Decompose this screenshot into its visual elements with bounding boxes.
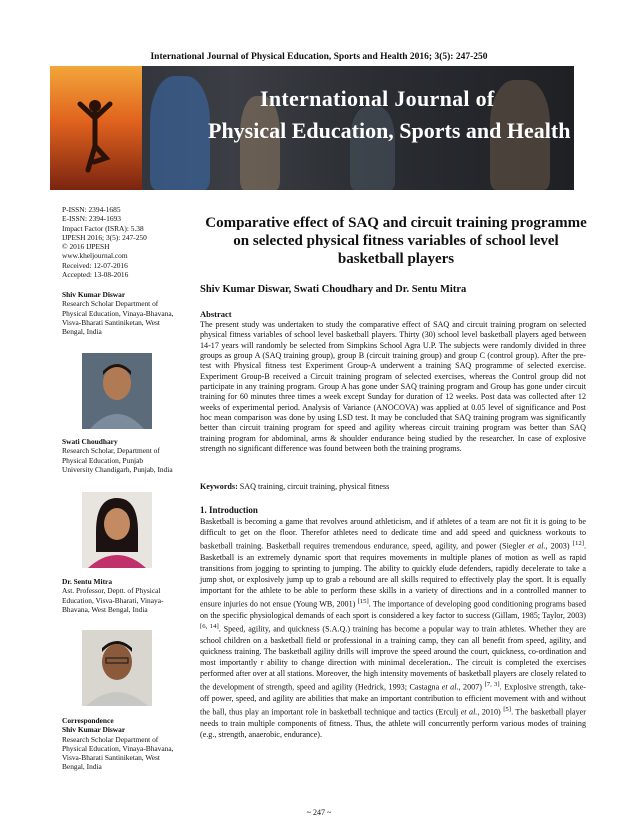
author-photo [82,492,152,568]
keywords [200,482,586,491]
copyright: © 2016 IJPESH [62,242,110,252]
website: www.kheljournal.com [62,251,128,261]
author-affiliation [62,437,174,474]
correspondence [62,716,174,772]
abstract-heading: Abstract [200,309,232,319]
accepted-date: Accepted: 13-08-2016 [62,270,129,280]
abstract-text: The present study was undertaken to study the comparative effect of SAQ and circuit training program on selected physical fitness variables of school level basketball players. Thirty (30) school level basketball players aged between 14-17 years will randomly be selected from Simpkins School Agra U.P. The subjects were randomly divided in three groups as group A (SAQ training group), group B (circuit training group) and group C (control group). After the pre-test with Physical fitness test Experiment Group-A underwent a training SAQ programme of selected exercise. Experiment Group-B received a Circuit training program of selected exercises, whereas the Control group did not participate in any training program. Group A has gone under SAQ training program and Group has gone under circuit training for 60 minutes three times a week except Sunday for duration of 12 weeks. Post data was collected after 12 weeks of experimental period. Analysis of Variance (ANOCOVA) was applied at 0.05 level of significance and Post hoc mean comparison was done by using LSD test. It may be concluded that SAQ training program was significantly better than circuit training program for speed and agility whereas circuit training program was better than SAQ training program for abdominal, arms & shoulder endurance being studied by the researcher. In case of explosive strength no significant difference was found between both the training programs. [200,320,586,454]
e-issn: E-ISSN: 2394-1693 [62,214,121,224]
author-affiliation-text: Research Scholar Department of Physical Education, Vinaya-Bhavana, Visva-Bharati Santiniketan, West Bengal, India [62,299,174,337]
correspondence-affiliation: Research Scholar Department of Physical Education, Vinaya-Bhavana, Visva-Bharati Santiniketan, West Bengal, India [62,734,174,772]
author-affiliation [62,290,174,336]
p-issn: P-ISSN: 2394-1685 [62,205,121,214]
impact-factor: Impact Factor (ISRA): 5.38 [62,223,144,233]
author-affiliation-text: Research Scholar, Department of Physical Education, Punjab University Chandigarh, Punjab, India [62,446,173,474]
received-date: Received: 12-07-2016 [62,260,128,270]
journal-banner [50,66,574,190]
correspondence-label: Correspondence [62,716,114,725]
paper-title: Comparative effect of SAQ and circuit training programme on selected physical fitness variables of school level basketball players [205,215,587,267]
page-number: ~ 247 ~ [306,808,332,817]
paper-authors: Shiv Kumar Diswar, Swati Choudhary and Dr. Sentu Mitra [200,284,467,295]
yoga-silhouette-icon [50,66,142,190]
banner-sunset-image [50,66,142,190]
author-photo [82,630,152,706]
banner-player-image [150,76,210,190]
citation: IJPESH 2016; 3(5): 247-250 [62,232,147,242]
banner-title-line1: International Journal of [260,86,495,111]
author-affiliation-text: Ast. Professor, Deptt. of Physical Education, Visva-Bharati, Vinaya-Bhavana, West Bengal, India [62,586,164,614]
introduction-text: Basketball is becoming a game that revolves around athleticism, and if athletes of a team are not fit it is going to be difficult to get on the floor. Therefor athletes need to dedicate time and add speed and quickness workouts to basketball training. Basketball requires tremendous endurance, speed, agility, and power (Siegler et al., 2003) [12]. Basketball is an extremely dynamic sport that requires movements in multiple planes of motion as well as rapid transitions from jogging to sprinting to jumping. The ability to quickly elude defenders, rapidly decelerate to take a jump shot, or explosively jump up to grab a rebound are all skills required to effectively play the sport. It is equally important for the athlete to be able to perform these skills in a variety of directions and in a controlled manner to ensure injuries do not ensue (Young WB, 2001) [15]. The importance of developing good conditioning programs based on the specific physiological demands of each sport is considered a key factor to success (Gillam, 1985; Taylor, 2003) [6, 14]. Speed, agility, and quickness (S.A.Q.) training has become a popular way to train athletes. Whether they are school children on a basketball field or professional in a training camp, they can all benefit from speed, agility, and quickness training. The basketball agility drills will improve the speed around the court, quickness, co-ordination and most importantly r ability to change direction with minimal deceleration.. The circuit is completed the exercises performed after over at all stations. Moreover, the high intensity movements of basketball players are closely related to the development of strength, speed and agility (Hedrick, 1993; Castagna et al., 2007) [7, 3]. Explosive strength, take-off power, speed, and agility are abilities that make an important contribution to efficient movement with and without the ball, thus play an important role in basketball technique and tactics (Erculj et al., 2010) [5]. The basketball player needs to train multiple components of fitness. Thus, the athlete will concurrently perform various modes of training (e.g., strength, anaerobic, endurance). [200,517,587,740]
author-name: Shiv Kumar Diswar [62,290,126,299]
journal-header: International Journal of Physical Education, Sports and Health 2016; 3(5): 247-250 [150,52,488,62]
correspondence-name: Shiv Kumar Diswar [62,725,126,735]
author-name: Swati Choudhary [62,437,118,446]
author-name: Dr. Sentu Mitra [62,577,113,586]
section-heading: 1. Introduction [200,505,258,515]
author-affiliation [62,577,174,614]
journal-metadata [62,205,174,279]
keywords-text: SAQ training, circuit training, physical fitness [239,482,390,491]
banner-title-line2: Physical Education, Sports and Health [208,118,571,143]
author-photo [82,353,152,429]
keywords-label: Keywords: [200,482,238,491]
